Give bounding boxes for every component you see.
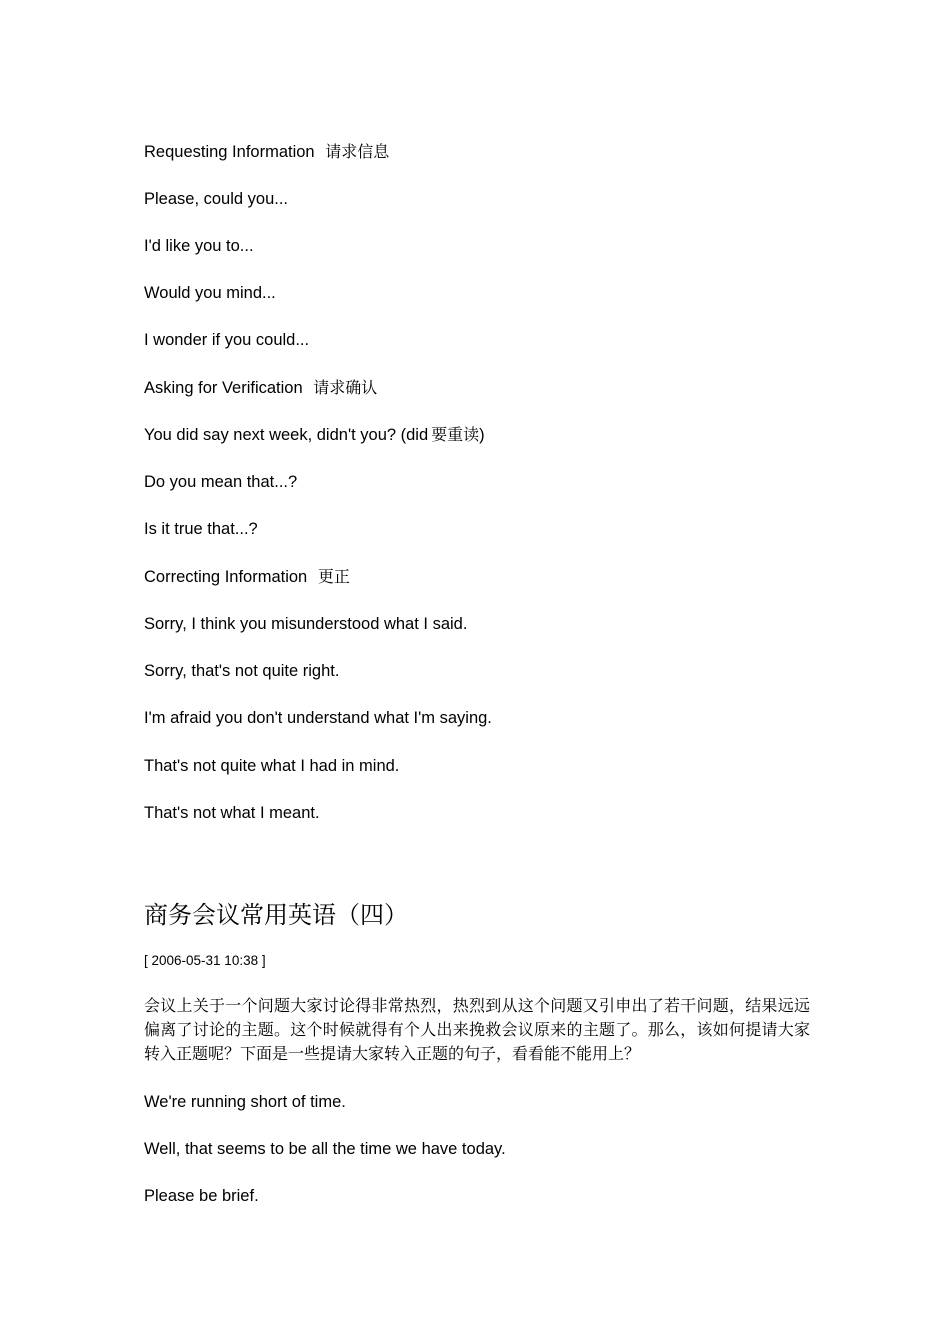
phrase-line: Would you mind... [144,284,276,302]
correcting-information-title-cn: 更正 [317,567,350,586]
phrase-line: Is it true that...? [144,520,258,538]
phrase-line: We're running short of time. [144,1093,346,1111]
phrase-line: I'm afraid you don't understand what I'm saying. [144,709,492,727]
phrase-line: That's not what I meant. [144,804,320,822]
phrase-line: Please, could you... [144,190,289,208]
requesting-information-title-cn: 请求信息 [325,142,390,161]
phrase-line: I wonder if you could... [144,331,310,349]
requesting-information-heading [144,142,389,162]
asking-verification-title-cn: 请求确认 [313,378,378,397]
article-date: [ 2006-05-31 10:38 ] [144,953,266,968]
phrase-line: I'd like you to... [144,237,254,255]
phrase-line: Please be brief. [144,1187,259,1205]
article-title: 商务会议常用英语（四） [144,901,408,929]
phrase-line: Well, that seems to be all the time we have today. [144,1140,506,1158]
phrase-line: Sorry, that's not quite right. [144,662,340,680]
phrase-line: Do you mean that...? [144,473,298,491]
requesting-information-title: Requesting Information [144,143,315,161]
phrase-text: You did say next week, didn't you? (did [144,426,429,444]
phrase-line: Sorry, I think you misunderstood what I said. [144,615,468,633]
asking-verification-heading [144,378,377,398]
article-intro-paragraph: 会议上关于一个问题大家讨论得非常热烈，热烈到从这个问题又引申出了若干问题，结果远远偏离了讨论的主题。这个时候就得有个人出来挽救会议原来的主题了。那么，该如何提请大家转入正题呢？下面是一些提请大家转入正题的句子，看看能不能用上？ [144,996,810,1063]
phrase-line [144,425,485,445]
asking-verification-title: Asking for Verification [144,379,303,397]
correcting-information-title: Correcting Information [144,568,308,586]
correcting-information-heading [144,567,350,587]
phrase-text-cn: 要重读 [431,425,480,444]
phrase-line: That's not quite what I had in mind. [144,757,400,775]
phrase-text-end: ) [479,426,485,444]
